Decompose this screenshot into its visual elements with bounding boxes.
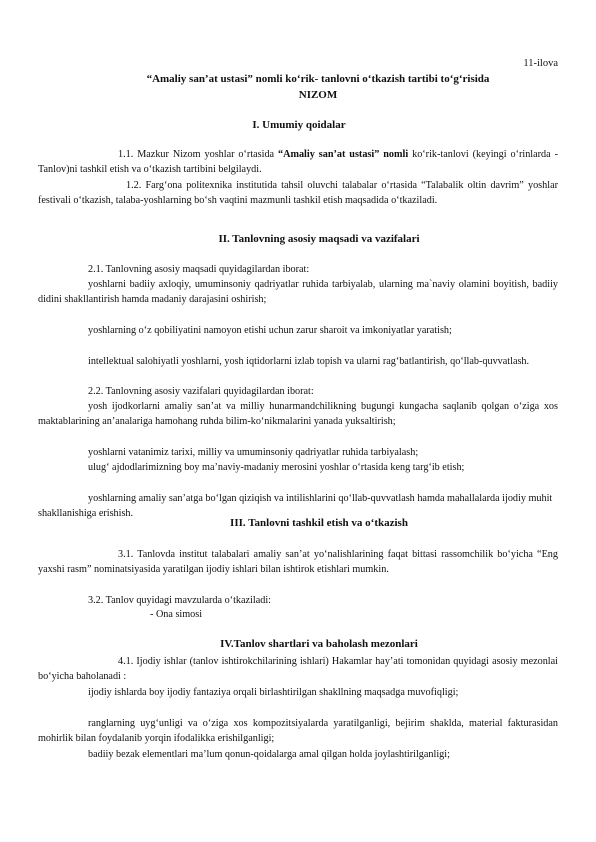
section-4-heading: IV.Tanlov shartlari va baholash mezonlari — [220, 638, 418, 650]
document-title-nizom: NIZOM — [298, 89, 338, 101]
task-item-1: yosh ijodkorlarni amaliy san’at va milliy hunarmandchilikning bugungi kungacha saqlanib qolgan o‘ziga xos maktablarining an’analariga hamohang ruhda bilim-ko‘nikmalarini yanada yuksaltirish; — [38, 401, 558, 428]
paragraph-2-2: 2.2. Tanlovning asosiy vazifalari quyidagilardan iborat: — [88, 386, 314, 397]
goal-item-3: intellektual salohiyatli yoshlarni, yosh iqtidorlarni izlab topish va ularni rag‘batlantirish, qo‘llab-quvvatlash. — [88, 356, 530, 367]
contest-name: “Amaliy san’at ustasi” nomli — [278, 149, 409, 160]
paragraph-4-1: 4.1. Ijodiy ishlar (tanlov ishtirokchilarining ishlari) Hakamlar hay’ati tomonidan quyidagi asosiy mezonlai bo‘yicha baholanadi : — [38, 656, 558, 683]
section-1-heading: I. Umumiy qoidalar — [252, 119, 346, 131]
goal-item-1: yoshlarni badiiy axloqiy, umuminsoniy qadriyatlar ruhida tarbiyalab, ularning ma`naviy olamini boyitish, badiiy didini shakllantirish hamda madaniy darajasini oshirish; — [38, 279, 558, 306]
criteria-item-3: badiiy bezak elementlari ma’lum qonun-qoidalarga amal qilgan holda joylashtirilganligi; — [88, 749, 450, 760]
goal-item-2: yoshlarning o‘z qobiliyatini namoyon etishi uchun zarur sharoit va imkoniyatlar yaratish; — [88, 325, 452, 336]
criteria-item-2: ranglarning uyg‘unligi va o‘ziga xos kompozitsiyalarda yaratilganligi, bejirim shaklda, material fakturasidan mohirlik bilan foydalanib yorqin ifodalikka erishilganligi; — [38, 718, 558, 745]
criteria-item-1: ijodiy ishlarda boy ijodiy fantaziya orqali birlashtirilgan shakllning maqsadga muvofiqligi; — [88, 687, 459, 698]
section-3-heading: III. Tanlovni tashkil etish va o‘tkazish — [230, 517, 408, 529]
paragraph-1-2: 1.2. Farg‘ona politexnika institutida tahsil oluvchi talabalar o‘rtasida “Talabalik oltin davrim” yoshlar festivali o‘tkazish, talaba-yoshlarning bo‘sh vaqtini mazmunli tashkil etish maqsadida o‘tkaziladi. — [38, 180, 558, 207]
task-item-4: yoshlarning amaliy san’atga bo‘lgan qiziqish va intilishlarini qo‘llab-quvvatlash hamda mahallalarda ijodiy muhit shakllanishiga erishish. — [38, 493, 553, 520]
task-item-2: yoshlarni vatanimiz tarixi, milliy va umuminsoniy qadriyatlar ruhida tarbiyalash; — [88, 447, 419, 458]
paragraph-3-2: 3.2. Tanlov quyidagi mavzularda o‘tkaziladi: — [88, 595, 271, 606]
document-title: “Amaliy san’at ustasi” nomli ko‘rik- tanlovni o‘tkazish tartibi to‘g‘risida — [146, 73, 490, 85]
paragraph-2-1: 2.1. Tanlovning asosiy maqsadi quyidagilardan iborat: — [88, 264, 310, 275]
paragraph-1-1-start: 1.1. Mazkur Nizom yoshlar o‘rtasida — [118, 149, 279, 160]
paragraph-1-1-end: ko‘rik-tanlovi (keyingi o‘rinlarda -Tanlov)ni tashkil etish va o‘tkazish tartibini belgilaydi. — [38, 149, 559, 176]
paragraph-1-1 — [38, 147, 558, 178]
annex-number: 11-ilova — [523, 58, 558, 69]
task-item-3: ulug‘ ajdodlarimizning boy ma’naviy-madaniy merosini yoshlar o‘rtasida keng targ‘ib etish; — [88, 462, 465, 473]
theme-list-item: - Ona simosi — [150, 609, 203, 620]
paragraph-3-1: 3.1. Tanlovda institut talabalari amaliy san’at yo‘nalishlarining faqat bittasi rassomchilik bo‘yicha “Eng yaxshi rasm” nominatsiyasida yaratilgan ijodiy ishlari bilan ishtirok etishlari mumkin. — [38, 549, 558, 576]
section-2-heading: II. Tanlovning asosiy maqsadi va vazifalari — [218, 233, 420, 245]
